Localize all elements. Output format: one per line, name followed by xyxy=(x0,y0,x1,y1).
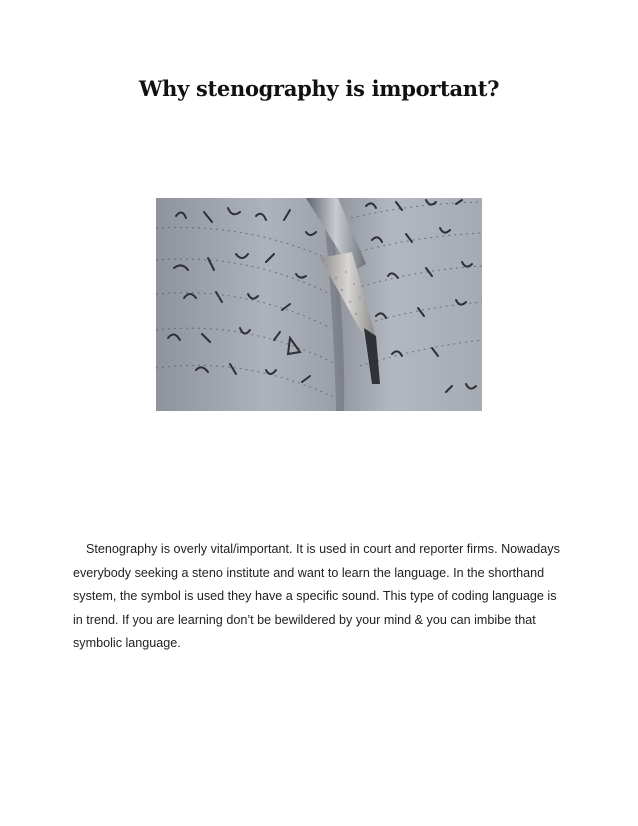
stenography-photo xyxy=(156,198,482,411)
pencil-notebook-illustration xyxy=(156,198,482,411)
body-paragraph-text: Stenography is overly vital/important. It is used in court and reporter firms. Nowadays everybody seeking a steno institute and want to learn the language. In the shorthand system, the symbol is used they have a specific sound. This type of coding language is in trend. If you are learning don’t be bewildered by your mind & you can imbibe that symbolic language. xyxy=(73,542,560,650)
page-title: Why stenography is important? xyxy=(138,76,500,101)
body-paragraph xyxy=(73,538,563,656)
